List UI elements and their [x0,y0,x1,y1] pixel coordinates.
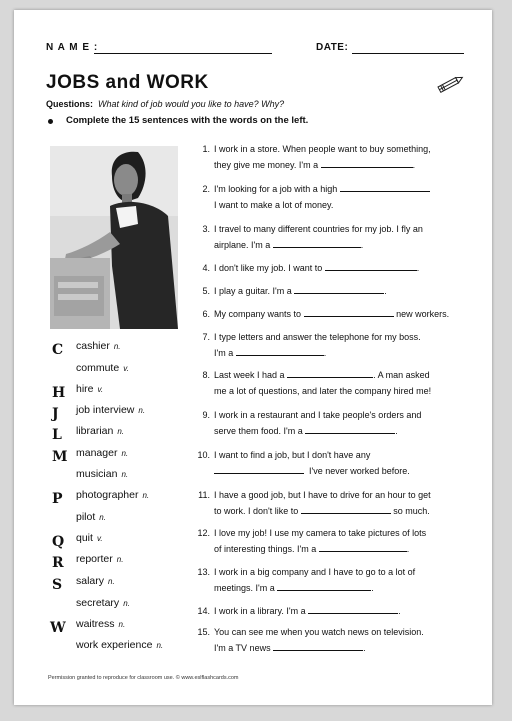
worker-photo [50,146,178,329]
sentence-text: I want to find a job, but I don't have any [214,450,371,460]
bullet-icon [48,119,53,124]
word-text: waitress [76,618,115,630]
questions-text: What kind of job would you like to have? Why? [98,99,285,109]
answer-blank[interactable] [301,504,391,514]
part-of-speech: v. [96,534,103,543]
sentence-number: 10. [197,450,210,460]
sentence-text: I type letters and answer the telephone for my boss. [214,332,421,342]
sentence-text: serve them food. I'm a [214,426,303,436]
sentence-number: 6. [202,309,210,319]
sentence-punct: . [416,263,420,273]
sentence-text: I love my job! I use my camera to take pictures of lots [214,528,427,538]
sentence-number: 5. [202,286,210,296]
sentence-text: to work. I don't like to [214,506,299,516]
index-letter: J [52,406,59,422]
sentence-text: You can see me when you watch news on television. [214,627,424,637]
word-text: librarian [76,425,114,437]
part-of-speech: n. [99,513,106,522]
part-of-speech: n. [118,620,126,629]
sentence-number: 13. [197,567,210,577]
index-letter: Q [52,534,65,550]
sentence-item [192,564,484,596]
word-bank-item [76,404,145,416]
word-bank-item [76,362,129,374]
word-bank-item [76,553,123,565]
sentence-text: new workers. [396,309,450,319]
sentence-punct: . [363,643,366,653]
pencil-icon [434,72,466,96]
sentence-number: 7. [202,332,210,342]
sentence-item [192,367,484,399]
answer-blank[interactable] [304,307,394,317]
sentence-text: of interesting things. I'm a [214,544,317,554]
sentence-text: I'm looking for a job with a high [214,184,338,194]
sentence-number: 8. [202,370,210,380]
sentence-punct: . [395,426,398,436]
page-title: JOBS and WORK [46,72,209,93]
sentence-text: I play a guitar. I'm a [214,286,292,296]
sentence-item [192,221,484,253]
index-letter: M [52,449,68,465]
index-letter: L [52,427,62,443]
sentence-text: . A man asked [373,370,430,380]
sentence-number: 11. [198,490,210,500]
sentence-text: airplane. I'm a [214,240,271,250]
part-of-speech: v. [97,385,104,394]
date-field[interactable] [352,53,464,54]
word-bank-item [76,468,128,480]
sentence-punct: . [360,240,364,250]
answer-blank[interactable] [321,158,413,168]
word-text: job interview [76,404,135,416]
instruction: Complete the 15 sentences with the words on the left. [66,115,309,126]
question-line [46,99,284,109]
sentence-text: I work in a library. I'm a [214,606,306,616]
answer-blank[interactable] [325,261,417,271]
part-of-speech: n. [116,555,124,564]
sentence-number: 15. [197,627,210,637]
sentence-text: My company wants to [214,309,302,319]
sentence-item [192,603,484,619]
answer-blank[interactable] [319,542,407,552]
sentence-text: I don't like my job. I want to [214,263,323,273]
sentence-item [192,141,484,173]
index-letter: P [52,491,63,507]
part-of-speech: n. [138,406,146,415]
answer-blank[interactable] [277,581,371,591]
word-text: reporter [76,553,113,565]
sentence-text: I'm a TV news [214,643,271,653]
word-bank-item [76,618,125,630]
word-bank-item [76,447,128,459]
word-text: photographer [76,489,139,501]
sentence-number: 4. [202,263,210,273]
sentence-text: I work in a big company and I have to go to a lot of [214,567,416,577]
word-text: commute [76,362,120,374]
part-of-speech: n. [108,577,115,586]
word-text: salary [76,575,105,587]
part-of-speech: n. [142,491,150,500]
sentence-text: I want to make a lot of money. [214,200,334,210]
sentence-item [192,306,484,322]
answer-blank[interactable] [308,604,398,614]
sentence-item [192,487,484,519]
part-of-speech: n. [113,342,121,351]
index-letter: H [52,385,66,401]
answer-blank[interactable] [305,424,395,434]
index-letter: S [52,577,63,593]
answer-blank[interactable] [273,238,361,248]
sentence-number: 1. [202,144,210,154]
answer-blank[interactable] [294,284,384,294]
part-of-speech: n. [156,641,164,650]
part-of-speech: n. [123,599,130,608]
sentence-text: me a lot of questions, and later the company hired me! [214,386,432,396]
sentence-item [192,447,484,479]
word-bank-item [76,511,106,523]
sentence-item [192,624,484,656]
sentence-number: 3. [202,224,210,234]
sentence-number: 12. [197,528,210,538]
answer-blank[interactable] [287,368,373,378]
sentence-text: I travel to many different countries for my job. I fly an [214,224,423,234]
word-text: hire [76,383,94,395]
part-of-speech: n. [121,449,129,458]
word-text: manager [76,447,118,459]
sentence-text: I have a good job, but I have to drive for an hour to get [214,490,431,500]
sentence-punct: . [412,160,416,170]
index-letter: W [50,620,66,636]
sentence-punct: . [406,544,410,554]
sentence-number: 2. [202,184,210,194]
date-label: DATE: [316,42,349,53]
sentence-text: meetings. I'm a [214,583,275,593]
sentence-number: 9. [202,410,210,420]
word-bank-item [76,340,121,352]
sentence-item [192,407,484,439]
questions-label: Questions: [46,99,94,109]
sentence-number: 14. [197,606,210,616]
sentence-text: I'm a [214,348,234,358]
answer-blank[interactable] [214,464,304,474]
footer-permission: Permission granted to reproduce for classroom use. © www.eslflashcards.com [48,675,239,681]
word-text: cashier [76,340,110,352]
index-letter: R [52,555,64,571]
sentence-punct: . [398,606,401,616]
word-bank-item [76,532,103,544]
index-letter: C [52,342,64,358]
sentence-item [192,525,484,557]
word-bank-item [76,575,115,587]
word-text: pilot [76,511,96,523]
word-text: musician [76,468,118,480]
sentence-punct: . [371,583,374,593]
sentence-text: I work in a restaurant and I take people's orders and [214,410,422,420]
word-text: quit [76,532,93,544]
sentence-text: I work in a store. When people want to buy something, [214,144,431,154]
answer-blank[interactable] [236,346,324,356]
sentence-text: I've never worked before. [309,466,410,476]
word-bank-item [76,639,163,651]
word-bank-item [76,489,149,501]
part-of-speech: n. [117,427,125,436]
sentence-punct: . [323,348,327,358]
name-field[interactable] [94,53,272,54]
sentence-item [192,329,484,361]
sentence-item [192,260,484,276]
word-text: secretary [76,597,120,609]
sentence-text: Last week I had a [214,370,285,380]
sentence-text: they give me money. I'm a [214,160,319,170]
sentence-punct: . [384,286,387,296]
word-bank-item [76,597,130,609]
answer-blank[interactable] [273,641,363,651]
word-bank-item [76,425,124,437]
word-text: work experience [76,639,153,651]
name-label: N A M E : [46,42,99,53]
sentence-item [192,181,484,213]
part-of-speech: v. [123,364,129,373]
answer-blank[interactable] [340,182,430,192]
sentence-text: so much. [393,506,430,516]
part-of-speech: n. [121,470,129,479]
sentence-item [192,283,484,299]
word-bank-item [76,383,103,395]
worksheet-page [14,10,492,705]
